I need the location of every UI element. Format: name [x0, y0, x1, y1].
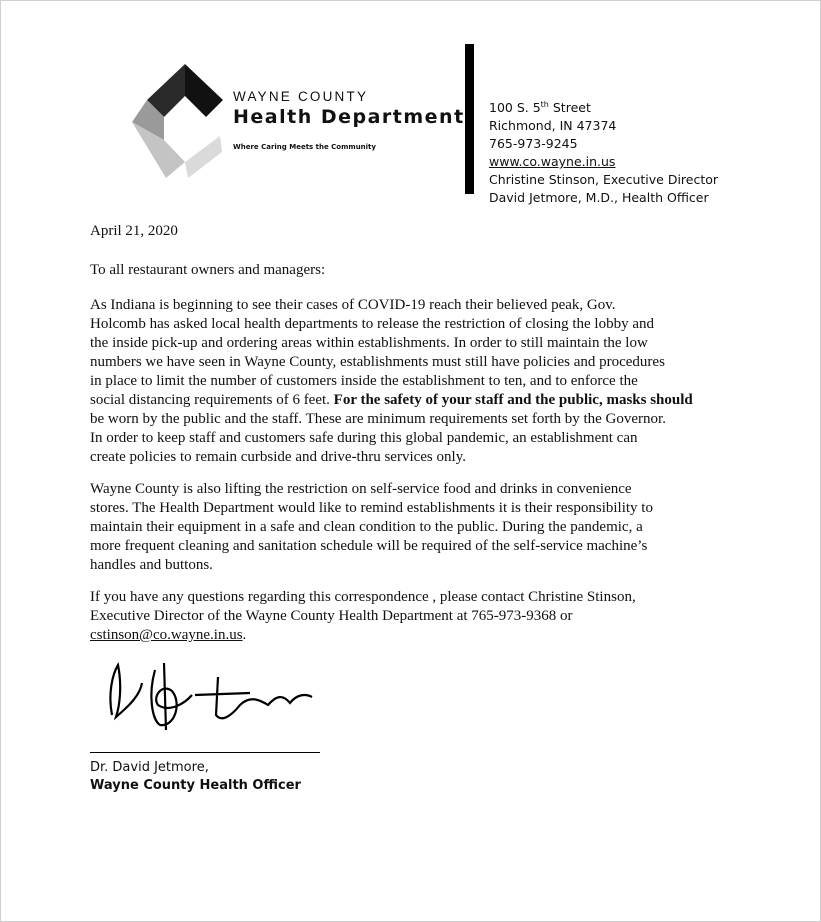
paragraph-line: Executive Director of the Wayne County Health Department at 765-973-9368 or [90, 608, 573, 624]
website-link[interactable]: www.co.wayne.in.us [489, 154, 616, 170]
salutation: To all restaurant owners and managers: [90, 262, 326, 278]
letter-date: April 21, 2020 [90, 223, 178, 239]
paragraph-line: stores. The Health Department would like to remind establishments it is their responsibility to [90, 500, 653, 516]
paragraph-line: more frequent cleaning and sanitation schedule will be required of the self-service machine’s [90, 538, 648, 554]
paragraph-3 [90, 588, 730, 645]
paragraph-line: In order to keep staff and customers safe during this global pandemic, an establishment can [90, 430, 638, 446]
health-officer: David Jetmore, M.D., Health Officer [489, 190, 709, 206]
paragraph-line: handles and buttons. [90, 557, 213, 573]
paragraph-line: numbers we have seen in Wayne County, establishments must still have policies and procedures [90, 354, 665, 370]
paragraph-line: be worn by the public and the staff. These are minimum requirements set forth by the Governor. [90, 411, 666, 427]
paragraph-line: the inside pick-up and ordering areas within establishments. In order to still maintain the low [90, 335, 648, 351]
address-line2: Richmond, IN 47374 [489, 118, 617, 134]
paragraph-line: maintain their equipment in a safe and clean condition to the public. During the pandemic, a [90, 519, 643, 535]
paragraph-line: in place to limit the number of customers inside the establishment to ten, and to enforce the [90, 373, 638, 389]
org-name: WAYNE COUNTY [233, 89, 369, 104]
signature-line [90, 752, 320, 753]
paragraph-line: As Indiana is beginning to see their cases of COVID-19 reach their believed peak, Gov. [90, 297, 616, 313]
paragraph-line: Wayne County is also lifting the restriction on self-service food and drinks in convenience [90, 481, 632, 497]
signer-name: Dr. David Jetmore, [90, 760, 209, 775]
paragraph-line: If you have any questions regarding this correspondence , please contact Christine Stinson, [90, 589, 636, 605]
header-divider [465, 44, 474, 194]
contact-block [489, 96, 718, 207]
org-tagline: Where Caring Meets the Community [233, 143, 376, 151]
address-line1: 100 S. 5th Street [489, 100, 591, 116]
paragraph-line [90, 391, 730, 410]
paragraph-line: create policies to remain curbside and drive-thru services only. [90, 449, 466, 465]
handwritten-signature [100, 655, 330, 735]
phone: 765-973-9245 [489, 136, 578, 152]
org-title: Health Department [233, 106, 465, 128]
paragraph-2 [90, 480, 730, 575]
paragraph-line [90, 626, 730, 645]
masks-emphasis: For the safety of your staff and the public, masks should [333, 392, 693, 408]
email-suffix: . [242, 627, 247, 643]
health-department-logo [128, 62, 224, 180]
email-link[interactable]: cstinson@co.wayne.in.us [90, 627, 243, 643]
paragraph-1 [90, 296, 730, 467]
distancing-text: social distancing requirements of 6 feet. [90, 392, 330, 408]
signer-title: Wayne County Health Officer [90, 778, 301, 793]
director: Christine Stinson, Executive Director [489, 172, 719, 188]
paragraph-line: Holcomb has asked local health departments to release the restriction of closing the lobby and [90, 316, 654, 332]
